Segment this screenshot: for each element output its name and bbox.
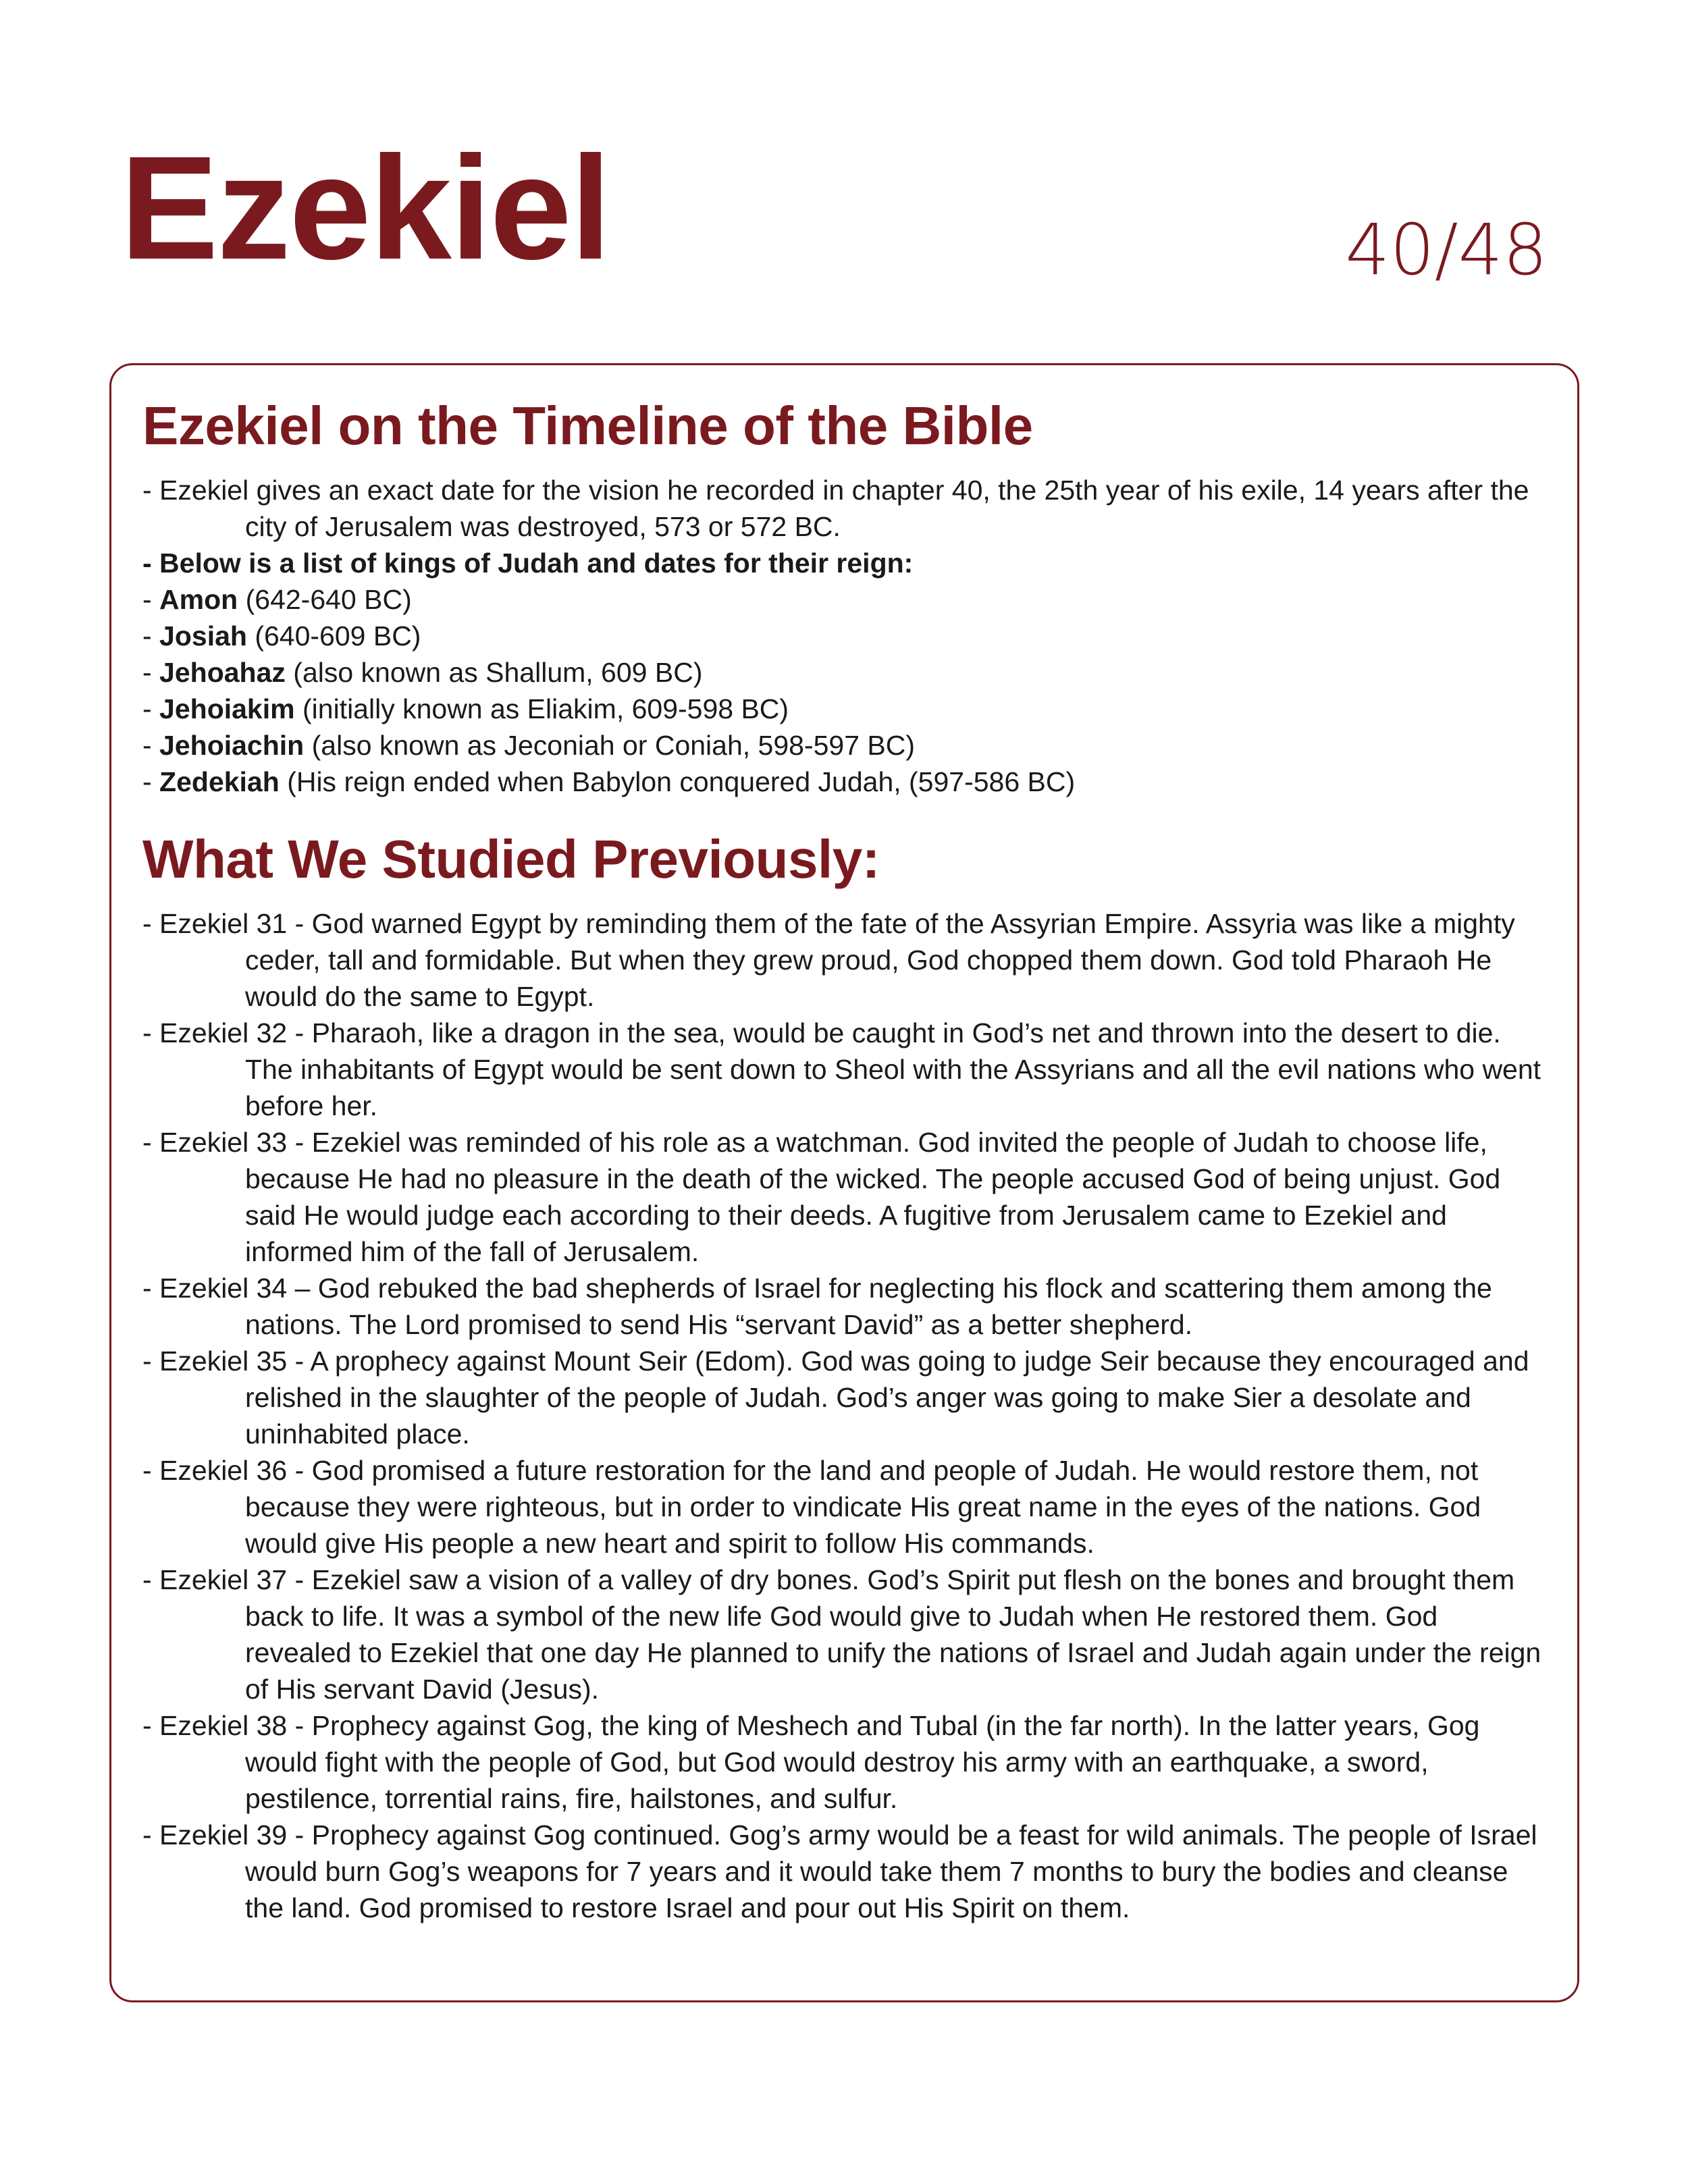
summary-text: Ezekiel 33 - Ezekiel was reminded of his role as a watchman. God invited the people of Judah to choose life, because He had no pleasure in the death of the wicked. The people accused God of being unjust. God said He would judge each according to their deeds. A fugitive from Jerusalem came to Ezekiel and informed him of the fall of Jerusalem. [159, 1127, 1501, 1267]
king-detail: (also known as Jeconiah or Coniah, 598-597 BC) [311, 730, 916, 761]
timeline-heading: Ezekiel on the Timeline of the Bible [142, 396, 1033, 456]
list-item: - Ezekiel 39 - Prophecy against Gog continued. Gog’s army would be a feast for wild animals. The people of Israel would burn Gog’s weapons for 7 years and it would take them 7 months to bury the bodies and cleanse the land. God promised to restore Israel and pour out His Spirit on them. [142, 1819, 1537, 1923]
list-item: - Ezekiel gives an exact date for the vision he recorded in chapter 40, the 25th year of his exile, 14 years after the city of Jerusalem was destroyed, 573 or 572 BC. [142, 475, 1529, 542]
king-name: Josiah [159, 620, 247, 651]
summary-text: Ezekiel 36 - God promised a future restoration for the land and people of Judah. He would restore them, not because they were righteous, but in order to vindicate His great name in the eyes of the nations. God would give His people a new heart and spirit to follow His commands. [159, 1455, 1481, 1559]
list-item: - Ezekiel 32 - Pharaoh, like a dragon in the sea, would be caught in God’s net and thrown into the desert to die. The inhabitants of Egypt would be sent down to Sheol with the Assyrians and all the evil nations who went before her. [142, 1017, 1541, 1121]
timeline-list [142, 472, 1545, 800]
previous-list [142, 905, 1545, 1926]
list-item: - Ezekiel 35 - A prophecy against Mount Seir (Edom). God was going to judge Seir because they encouraged and relished in the slaughter of the people of Judah. God’s anger was going to make Sier a desolate and uninhabited place. [142, 1346, 1529, 1449]
king-name: Jehoahaz [159, 657, 286, 688]
list-item: - Jehoiakim (initially known as Eliakim, 609-598 BC) [142, 693, 789, 724]
king-name: Jehoiachin [159, 730, 305, 761]
list-item: - Jehoiachin (also known as Jeconiah or Coniah, 598-597 BC) [142, 730, 916, 761]
kings-list-intro: Below is a list of kings of Judah and dates for their reign: [159, 548, 914, 579]
previous-heading: What We Studied Previously: [142, 829, 880, 889]
list-item: - Amon (642-640 BC) [142, 584, 412, 615]
list-item: - Ezekiel 37 - Ezekiel saw a vision of a valley of dry bones. God’s Spirit put flesh on the bones and brought them back to life. It was a symbol of the new life God would give to Judah when He restored them. God revealed to Ezekiel that one day He planned to unify the nations of Israel and Judah again under the reign of His servant David (Jesus). [142, 1564, 1541, 1705]
king-detail: (His reign ended when Babylon conquered Judah, (597-586 BC) [287, 766, 1076, 797]
list-item: - Ezekiel 31 - God warned Egypt by reminding them of the fate of the Assyrian Empire. Assyria was like a mighty ceder, tall and formidable. But when they grew proud, God chopped them down. God told Pharaoh He would do the same to Egypt. [142, 908, 1515, 1012]
king-detail: (initially known as Eliakim, 609-598 BC) [302, 693, 789, 724]
list-item: - Josiah (640-609 BC) [142, 620, 421, 651]
summary-text: Ezekiel 38 - Prophecy against Gog, the king of Meshech and Tubal (in the far north). In the latter years, Gog would fight with the people of God, but God would destroy his army with an earthquake, a sword, pestilence, torrential rains, fire, hailstones, and sulfur. [159, 1710, 1480, 1814]
list-item: - Ezekiel 34 – God rebuked the bad shepherds of Israel for neglecting his flock and scattering them among the nations. The Lord promised to send His “servant David” as a better shepherd. [142, 1273, 1492, 1340]
book-title: Ezekiel [120, 126, 610, 290]
summary-text: Ezekiel 35 - A prophecy against Mount Seir (Edom). God was going to judge Seir because they encouraged and relished in the slaughter of the people of Judah. God’s anger was going to make Sier a desolate and uninhabited place. [159, 1346, 1529, 1449]
list-item: - Ezekiel 33 - Ezekiel was reminded of his role as a watchman. God invited the people of Judah to choose life, because He had no pleasure in the death of the wicked. The people accused God of being unjust. God said He would judge each according to their deeds. A fugitive from Jerusalem came to Ezekiel and informed him of the fall of Jerusalem. [142, 1127, 1501, 1267]
king-name: Amon [159, 584, 238, 615]
list-item: - Ezekiel 38 - Prophecy against Gog, the king of Meshech and Tubal (in the far north). In the latter years, Gog would fight with the people of God, but God would destroy his army with an earthquake, a sword, pestilence, torrential rains, fire, hailstones, and sulfur. [142, 1710, 1480, 1814]
king-detail: (640-609 BC) [255, 620, 421, 651]
content-panel [109, 363, 1579, 2002]
king-name: Zedekiah [159, 766, 280, 797]
summary-text: Ezekiel 34 – God rebuked the bad shepherds of Israel for neglecting his flock and scattering them among the nations. The Lord promised to send His “servant David” as a better shepherd. [159, 1273, 1492, 1340]
list-item: - Below is a list of kings of Judah and dates for their reign: [142, 548, 914, 579]
list-item: - Ezekiel 36 - God promised a future restoration for the land and people of Judah. He would restore them, not because they were righteous, but in order to vindicate His great name in the eyes of the nations. God would give His people a new heart and spirit to follow His commands. [142, 1455, 1481, 1559]
list-item: - Zedekiah (His reign ended when Babylon conquered Judah, (597-586 BC) [142, 766, 1076, 797]
summary-text: Ezekiel 32 - Pharaoh, like a dragon in the sea, would be caught in God’s net and thrown into the desert to die. The inhabitants of Egypt would be sent down to Sheol with the Assyrians and all the evil nations who went before her. [159, 1017, 1541, 1121]
timeline-intro: Ezekiel gives an exact date for the vision he recorded in chapter 40, the 25th year of his exile, 14 years after the city of Jerusalem was destroyed, 573 or 572 BC. [159, 475, 1529, 542]
summary-text: Ezekiel 31 - God warned Egypt by reminding them of the fate of the Assyrian Empire. Assyria was like a mighty ceder, tall and formidable. But when they grew proud, God chopped them down. God told Pharaoh He would do the same to Egypt. [159, 908, 1515, 1012]
king-detail: (642-640 BC) [245, 584, 412, 615]
chapter-counter: 40/48 [1345, 209, 1548, 291]
summary-text: Ezekiel 39 - Prophecy against Gog continued. Gog’s army would be a feast for wild animals. The people of Israel would burn Gog’s weapons for 7 years and it would take them 7 months to bury the bodies and cleanse the land. God promised to restore Israel and pour out His Spirit on them. [159, 1819, 1537, 1923]
king-detail: (also known as Shallum, 609 BC) [293, 657, 703, 688]
list-item: - Jehoahaz (also known as Shallum, 609 BC) [142, 657, 703, 688]
king-name: Jehoiakim [159, 693, 295, 724]
summary-text: Ezekiel 37 - Ezekiel saw a vision of a valley of dry bones. God’s Spirit put flesh on the bones and brought them back to life. It was a symbol of the new life God would give to Judah when He restored them. God revealed to Ezekiel that one day He planned to unify the nations of Israel and Judah again under the reign of His servant David (Jesus). [159, 1564, 1541, 1705]
